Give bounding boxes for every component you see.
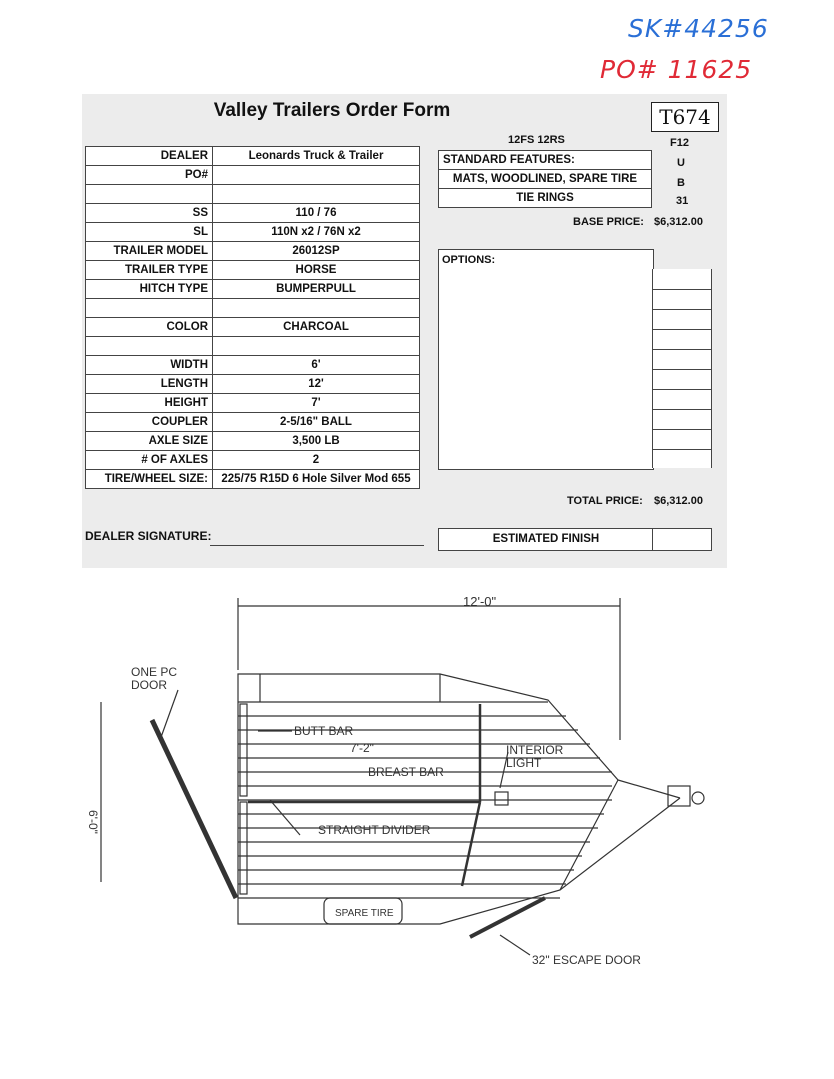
field-label: SS (86, 204, 213, 223)
field-value: 26012SP (213, 242, 420, 261)
table-row (86, 147, 420, 166)
total-price-value: $6,312.00 (654, 495, 703, 507)
handwritten-po-number: PO# 11625 (600, 55, 753, 84)
escape-door (470, 898, 545, 937)
estimated-finish-value-cell (652, 528, 712, 551)
interior-light-text-2: LIGHT (506, 756, 542, 770)
table-row (86, 223, 420, 242)
total-price-label: TOTAL PRICE: (567, 495, 643, 507)
trailer-body (238, 674, 618, 924)
tongue-lower (560, 798, 680, 890)
form-code-box: T674 (651, 102, 719, 132)
trailer-diagram (0, 580, 834, 1000)
option-row-line (653, 369, 711, 370)
field-value: 3,500 LB (213, 432, 420, 451)
field-value: 110 / 76 (213, 204, 420, 223)
option-row-line (653, 389, 711, 390)
tongue-upper (618, 780, 680, 798)
standard-features-table (438, 150, 652, 208)
code-b: B (677, 177, 685, 189)
field-label (86, 299, 213, 318)
field-value: 2-5/16" BALL (213, 413, 420, 432)
option-row-line (653, 349, 711, 350)
field-label: HEIGHT (86, 394, 213, 413)
field-value: Leonards Truck & Trailer (213, 147, 420, 166)
dealer-signature-label: DEALER SIGNATURE: (85, 529, 212, 543)
options-price-column (652, 269, 712, 468)
field-label: COLOR (86, 318, 213, 337)
base-price-value: $6,312.00 (654, 216, 703, 228)
code-u: U (677, 157, 685, 169)
code-31: 31 (676, 195, 689, 207)
door-leader (160, 690, 178, 740)
code-f12: F12 (670, 137, 689, 149)
estimated-finish-label: ESTIMATED FINISH (438, 528, 654, 551)
table-row (86, 242, 420, 261)
field-label: SL (86, 223, 213, 242)
escape-door-text: 32" ESCAPE DOOR (532, 953, 641, 967)
table-row (86, 451, 420, 470)
field-label: TRAILER MODEL (86, 242, 213, 261)
rear-post-upper (240, 704, 247, 796)
field-label: TRAILER TYPE (86, 261, 213, 280)
spare-tire-text: SPARE TIRE (335, 908, 394, 919)
table-row (86, 413, 420, 432)
table-row (86, 185, 420, 204)
table-row (86, 356, 420, 375)
interior-light-box (495, 792, 508, 805)
table-row (86, 432, 420, 451)
field-value: 2 (213, 451, 420, 470)
field-value: 7' (213, 394, 420, 413)
field-label: HITCH TYPE (86, 280, 213, 299)
table-row (86, 375, 420, 394)
one-pc-door-text-2: DOOR (131, 678, 167, 692)
form-title: Valley Trailers Order Form (213, 100, 451, 121)
stall-length-text: 7'-2" (350, 741, 374, 755)
table-row (86, 394, 420, 413)
one-pc-door (152, 720, 236, 898)
rear-post-lower (240, 802, 247, 894)
field-label: AXLE SIZE (86, 432, 213, 451)
field-value: BUMPERPULL (213, 280, 420, 299)
option-row-line (653, 429, 711, 430)
base-price-label: BASE PRICE: (573, 216, 644, 228)
butt-bar-text: BUTT BAR (294, 724, 354, 738)
breast-bar-text: BREAST BAR (368, 765, 444, 779)
field-value: HORSE (213, 261, 420, 280)
field-value (213, 166, 420, 185)
codes-header: 12FS 12RS (508, 134, 565, 146)
table-row (86, 280, 420, 299)
table-row (86, 166, 420, 185)
field-label (86, 185, 213, 204)
signature-line (210, 545, 424, 546)
hitch-ball (692, 792, 704, 804)
handwritten-sk-number: SK#44256 (628, 14, 769, 43)
field-label: COUPLER (86, 413, 213, 432)
one-pc-door-text-1: ONE PC (131, 665, 178, 679)
field-value: CHARCOAL (213, 318, 420, 337)
options-label: OPTIONS: (442, 254, 496, 266)
options-box (438, 249, 654, 470)
field-value: 12' (213, 375, 420, 394)
option-row-line (653, 309, 711, 310)
table-row (86, 261, 420, 280)
length-dimension-text: 12'-0" (463, 594, 497, 609)
field-label: PO# (86, 166, 213, 185)
option-row-line (653, 329, 711, 330)
option-row-line (653, 289, 711, 290)
table-row (86, 318, 420, 337)
feature-item-2: TIE RINGS (439, 189, 652, 208)
feature-item-1: MATS, WOODLINED, SPARE TIRE (439, 170, 652, 189)
field-label (86, 337, 213, 356)
field-value: 110N x2 / 76N x2 (213, 223, 420, 242)
order-details-table (85, 146, 420, 489)
straight-divider-text: STRAIGHT DIVIDER (318, 823, 431, 837)
option-row-line (653, 449, 711, 450)
field-value (213, 299, 420, 318)
field-label: DEALER (86, 147, 213, 166)
field-value: 6' (213, 356, 420, 375)
table-row (86, 470, 420, 489)
field-value (213, 337, 420, 356)
field-value (213, 185, 420, 204)
option-row-line (653, 409, 711, 410)
escape-leader (500, 935, 530, 955)
field-label: LENGTH (86, 375, 213, 394)
table-row (86, 299, 420, 318)
standard-features-label: STANDARD FEATURES: (439, 151, 652, 170)
field-label: # OF AXLES (86, 451, 213, 470)
interior-light-text-1: INTERIOR (506, 743, 564, 757)
field-value: 225/75 R15D 6 Hole Silver Mod 655 (213, 470, 420, 489)
width-dimension-text: 6'-0" (86, 810, 100, 834)
table-row (86, 204, 420, 223)
table-row (86, 337, 420, 356)
field-label: WIDTH (86, 356, 213, 375)
divider-leader (270, 800, 300, 835)
field-label: TIRE/WHEEL SIZE: (86, 470, 213, 489)
